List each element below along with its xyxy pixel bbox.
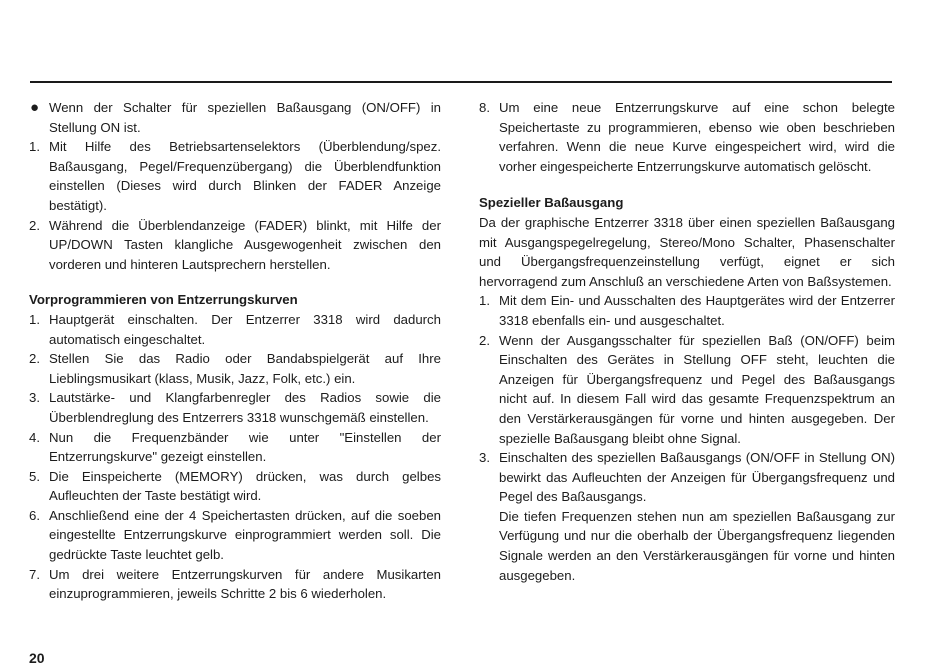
list-item-text: Mit dem Ein- und Ausschalten des Hauptgerätes wird der Entzerrer 3318 ebenfalls ein- und ausgeschaltet. [499, 293, 895, 328]
list-item [29, 428, 441, 467]
list-item [479, 331, 895, 449]
list-item-text: Um drei weitere Entzerrungskurven für andere Musikarten einzuprogrammieren, jeweils Schritte 2 bis 6 wiederholen. [49, 566, 441, 602]
list-item-text: Stellen Sie das Radio oder Bandabspielgerät auf Ihre Lieblingsmusikart (klass, Musik, Jazz, Folk, etc.) ein. [49, 351, 441, 386]
list-item-number: 4. [29, 429, 40, 445]
list-item-text: Lautstärke- und Klangfarbenregler des Radios sowie die Überblendreglung des Entzerrers 3318 wunschgemäß einstellen. [49, 390, 441, 425]
list-item-number: 8. [479, 100, 490, 115]
list-item-number: 2. [29, 351, 40, 367]
list-item-text: Nun die Frequenzbänder wie unter "Einstellen der Entzerrungskurve" gezeigt einstellen. [49, 429, 441, 465]
list-item [29, 467, 441, 506]
list-item [479, 291, 895, 330]
header-rule [30, 81, 892, 83]
list-item-text: Während die Überblendanzeige (FADER) blinkt, mit Hilfe der UP/DOWN Tasten klangliche Ausgewogenheit zwischen den vorderen und hinteren Lautsprechern herstellen. [49, 217, 441, 272]
list-item-text: Wenn der Schalter für speziellen Baßausgang (ON/OFF) in Stellung ON ist. [49, 100, 441, 135]
list-item-number: 5. [29, 468, 40, 484]
section-heading: Spezieller Baßausgang [479, 195, 624, 211]
list-item-number: 6. [29, 507, 40, 523]
list-item-number: 3. [479, 450, 490, 466]
list-item-number: 3. [29, 390, 40, 406]
list-item-text: Hauptgerät einschalten. Der Entzerrer 3318 wird dadurch automatisch eingeschaltet. [49, 311, 441, 347]
list-item-number: 1. [479, 293, 490, 309]
list-item [29, 506, 441, 565]
list-item [479, 98, 895, 176]
list-item-text: Die Einspeicherte (MEMORY) drücken, was durch gelbes Aufleuchten der Taste bestätigt wird. [49, 468, 441, 504]
list-item-number: 2. [29, 217, 40, 233]
list-item-text: Wenn der Ausgangsschalter für speziellen Baß (ON/OFF) beim Einschalten des Gerätes in Stellung OFF steht, leuchten die Anzeigen für Übergangsfrequenz und Pegel des Baßausgangs nicht auf. In diesem Fall wird das gesamte Frequenzspektrum an den Verstärkerausgängen für vorne und hinten ausgegeben. Der spezielle Baßausgang bleibt ohne Signal. [499, 332, 895, 446]
list-item [479, 448, 895, 585]
left-column [29, 98, 441, 604]
list-item-number: 2. [479, 332, 490, 348]
list-item-text: Mit Hilfe des Betriebsartenselektors (Überblendung/spez. Baßausgang, Pegel/Frequenzübergang) die Überblendfunktion einstellen (Dieses wird durch Blinken der FADER Anzeige bestätigt). [49, 139, 441, 213]
list-item [29, 565, 441, 604]
list-item-text: Anschließend eine der 4 Speichertasten drücken, auf die soeben eingestellte Entzerrungskurve einprogrammiert werden soll. Die gedrückte Taste leuchtet gelb. [49, 507, 441, 563]
section-intro: Da der graphische Entzerrer 3318 über einen speziellen Baßausgang mit Ausgangspegelregelung, Stereo/Mono Schalter, Phasenschalter und Übergangsfrequenzeinstellung verfügt, eignet er sich hervorragend zum Anschluß an verschiedene Arten von Baßsystemen. [479, 214, 895, 289]
list-item [29, 137, 441, 215]
list-item-text: Um eine neue Entzerrungskurve auf eine schon belegte Speichertaste zu programmieren, ebenso wie oben beschrieben verfahren. Wenn die neue Kurve eingespeichert wird, wird die vorher eingespeicherte Entzerrungskurve automatisch gelöscht. [499, 100, 895, 174]
list-item-number: 7. [29, 566, 40, 582]
page-number: 20 [29, 650, 45, 666]
list-item [29, 388, 441, 427]
bullet-icon: ● [30, 99, 40, 116]
list-item-number: 1. [29, 311, 40, 327]
list-item [29, 349, 441, 388]
list-item [29, 310, 441, 349]
section-heading: Vorprogrammieren von Entzerrungskurven [29, 292, 298, 308]
list-item [29, 216, 441, 275]
list-item-number: 1. [29, 139, 40, 155]
list-item-continuation: Die tiefen Frequenzen stehen nun am speziellen Baßausgang zur Verfügung und nur die oberhalb der Übergangsfrequenz liegenden Signale werden an den Verstärkerausgängen für vorne und hinten ausgegeben. [499, 508, 895, 583]
right-column [479, 98, 895, 585]
list-item-text: Einschalten des speziellen Baßausgangs (ON/OFF in Stellung ON) bewirkt das Aufleuchten der Anzeigen für Übergangsfrequenz und Pegel des Baßausgangs. [499, 450, 895, 505]
list-item [29, 98, 441, 137]
